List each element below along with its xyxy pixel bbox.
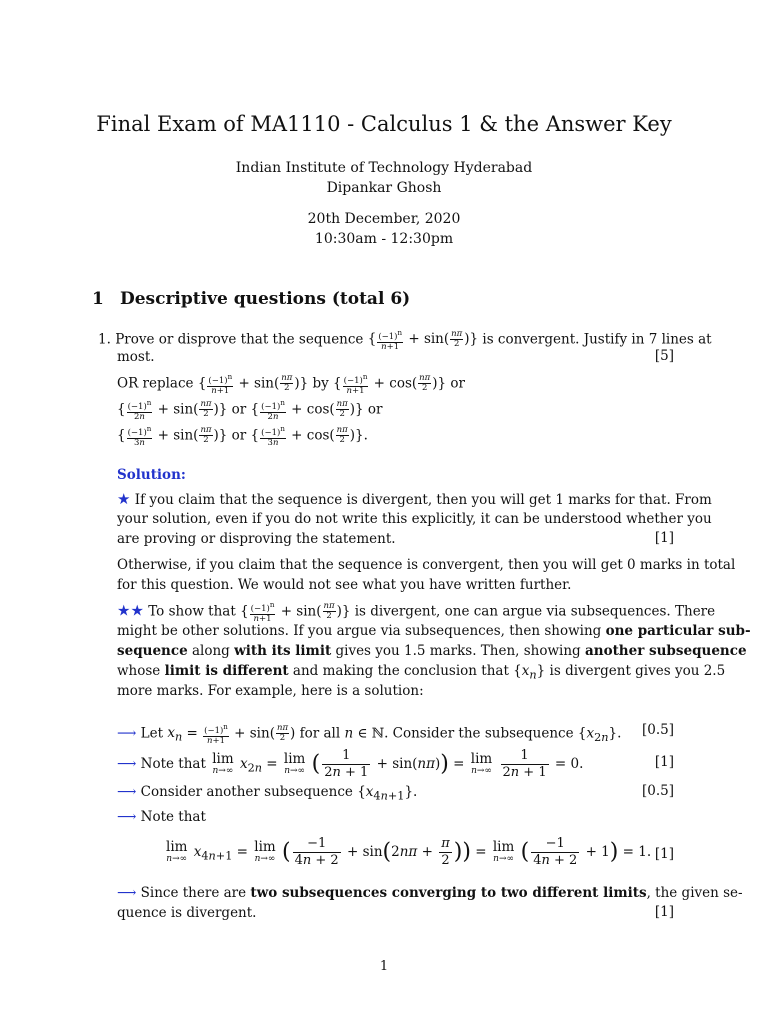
or-label: or	[367, 401, 383, 418]
or-label: or	[231, 401, 247, 418]
step-6-marks: [1]	[654, 904, 674, 920]
step-5-marks: [1]	[654, 846, 674, 862]
text: , the given se-	[646, 885, 743, 901]
solution-p1-l2: your solution, even if you do not write this explicitly, it can be understood whether you	[117, 511, 712, 527]
solution-label: Solution:	[117, 467, 186, 483]
formula: { $\frac{(-1)^n}{n+1}$ + sin( $\frac{n\pi}{2}$ )}	[367, 328, 479, 352]
text: might be other solutions. If you argue via subsequences, then showing	[117, 623, 602, 639]
step-6-l1	[117, 884, 743, 902]
emphasis: limit is different	[164, 663, 289, 679]
arrow-icon: ⟶	[117, 784, 137, 800]
step-3: ⟶ Consider another subsequence $\{x_{4n+1}\}$.	[117, 784, 418, 803]
variant-line-2: { $\frac{(-1)^n}{2n}$ + sin( $\frac{n\pi}{2}$ )} or { $\frac{(-1)^n}{2n}$ + cos( $\frac{n\pi}{2}$ )} or	[117, 398, 383, 422]
question-line-2: most.	[117, 349, 155, 365]
star-icon: ★	[117, 490, 131, 508]
text: If you claim that the sequence is divergent, then you will get 1 marks for that. From	[134, 492, 712, 508]
emphasis: another subsequence	[585, 643, 747, 659]
solution-p3-l5: more marks. For example, here is a solution:	[117, 683, 424, 699]
step-3-marks: [0.5]	[641, 783, 674, 799]
text: whose	[117, 663, 161, 679]
solution-p3-l4: whose limit is different and making the conclusion that $\{x_n\}$ is divergent gives you 2.5	[117, 663, 726, 682]
solution-p3-l1: ★★ To show that { $\frac{(-1)^n}{n+1}$ + sin( $\frac{n\pi}{2}$ )} is divergent, one can argue via subsequences. There	[117, 600, 716, 624]
text: Consider another subsequence	[140, 784, 353, 800]
question-number: 1.	[98, 331, 111, 348]
text: To show that	[148, 603, 236, 620]
question-prompt: Prove or disprove that the sequence	[115, 331, 364, 348]
institute: Indian Institute of Technology Hyderabad	[235, 160, 533, 176]
section-number: 1	[92, 289, 104, 309]
step-6-l2: quence is divergent.	[117, 905, 257, 921]
text: is divergent gives you 2.5	[549, 663, 726, 679]
arrow-icon: ⟶	[117, 885, 137, 901]
text: Note that	[140, 756, 206, 772]
or-replace-line: OR replace { $\frac{(-1)^n}{n+1}$ + sin( $\frac{n\pi}{2}$ )} by { $\frac{(-1)^n}{n+1}$ + cos( $\frac{n\pi}{2}$ )} or	[117, 372, 465, 396]
solution-p3-l3	[117, 642, 747, 660]
step-5-equation: lim n→∞ $x_{4n+1} = \lim$ n→∞ ( $\frac{-1}{4n + 2}$ + sin(2nπ + $\frac{\pi}{2}$ )) = lim n→∞ ( $\frac{-1}{4n + 2}$ + 1) = 1.	[166, 836, 652, 868]
text: and making the conclusion that	[292, 663, 509, 679]
arrow-icon: ⟶	[117, 809, 137, 825]
text: along	[191, 643, 230, 659]
author: Dipankar Ghosh	[326, 180, 442, 196]
or-replace-label: OR replace	[117, 375, 194, 392]
solution-p2-l1: Otherwise, if you claim that the sequence is convergent, then you will get 0 marks in total	[117, 557, 736, 573]
solution-p1-marks: [1]	[654, 530, 674, 546]
text: for all	[299, 725, 341, 742]
step-4	[117, 808, 675, 826]
text: Since there are	[140, 885, 247, 901]
solution-p1-l1	[117, 490, 712, 509]
section-title: Descriptive questions (total 6)	[120, 289, 411, 309]
or-label: or	[231, 427, 247, 444]
solution-p3-l2	[117, 622, 751, 640]
step-2: ⟶ Note that lim n→∞ $x_{2n} = \lim$ n→∞ ( $\frac{1}{2n + 1}$ + sin(nπ)) = lim n→∞ $\frac{1}{2n + 1}$ = 0.	[117, 748, 584, 780]
text: is divergent, one can argue via subsequences. There	[354, 603, 716, 620]
emphasis: with its limit	[234, 643, 332, 659]
by-label: by	[312, 375, 329, 392]
text: gives you 1.5 marks. Then, showing	[335, 643, 581, 659]
question-prompt-end: is convergent. Justify in 7 lines at	[482, 331, 712, 348]
exam-date: 20th December, 2020	[307, 211, 461, 227]
arrow-icon: ⟶	[117, 725, 137, 742]
section-heading	[92, 289, 410, 309]
emphasis: one particular sub-	[605, 623, 751, 639]
step-1: ⟶ Let $x_n$ = $\frac{(-1)^n}{n+1}$ + sin( $\frac{n\pi}{2}$ ) for all n ∈ ℕ. Consider the subsequence $\{x_{2n}\}$.	[117, 722, 622, 746]
text: . Consider the subsequence	[384, 725, 574, 742]
question-marks: [5]	[654, 348, 674, 364]
or-label: or	[450, 375, 465, 392]
page-title: Final Exam of MA1110 - Calculus 1 & the Answer Key	[96, 112, 672, 136]
variant-line-3: { $\frac{(-1)^n}{3n}$ + sin( $\frac{n\pi}{2}$ )} or { $\frac{(-1)^n}{3n}$ + cos( $\frac{n\pi}{2}$ )}.	[117, 424, 368, 448]
step-2-marks: [1]	[654, 754, 674, 770]
text: Note that	[140, 809, 206, 825]
double-star-icon: ★★	[117, 601, 144, 620]
text: Let	[140, 725, 164, 742]
emphasis: sequence	[117, 643, 188, 659]
emphasis: two subsequences converging to two different limits	[250, 885, 647, 901]
exam-time: 10:30am - 12:30pm	[314, 231, 454, 247]
solution-p1-l3: are proving or disproving the statement.	[117, 531, 396, 547]
arrow-icon: ⟶	[117, 756, 137, 772]
solution-p2-l2: for this question. We would not see what you have written further.	[117, 577, 572, 593]
step-1-marks: [0.5]	[641, 722, 674, 738]
page-number: 1	[379, 959, 389, 974]
